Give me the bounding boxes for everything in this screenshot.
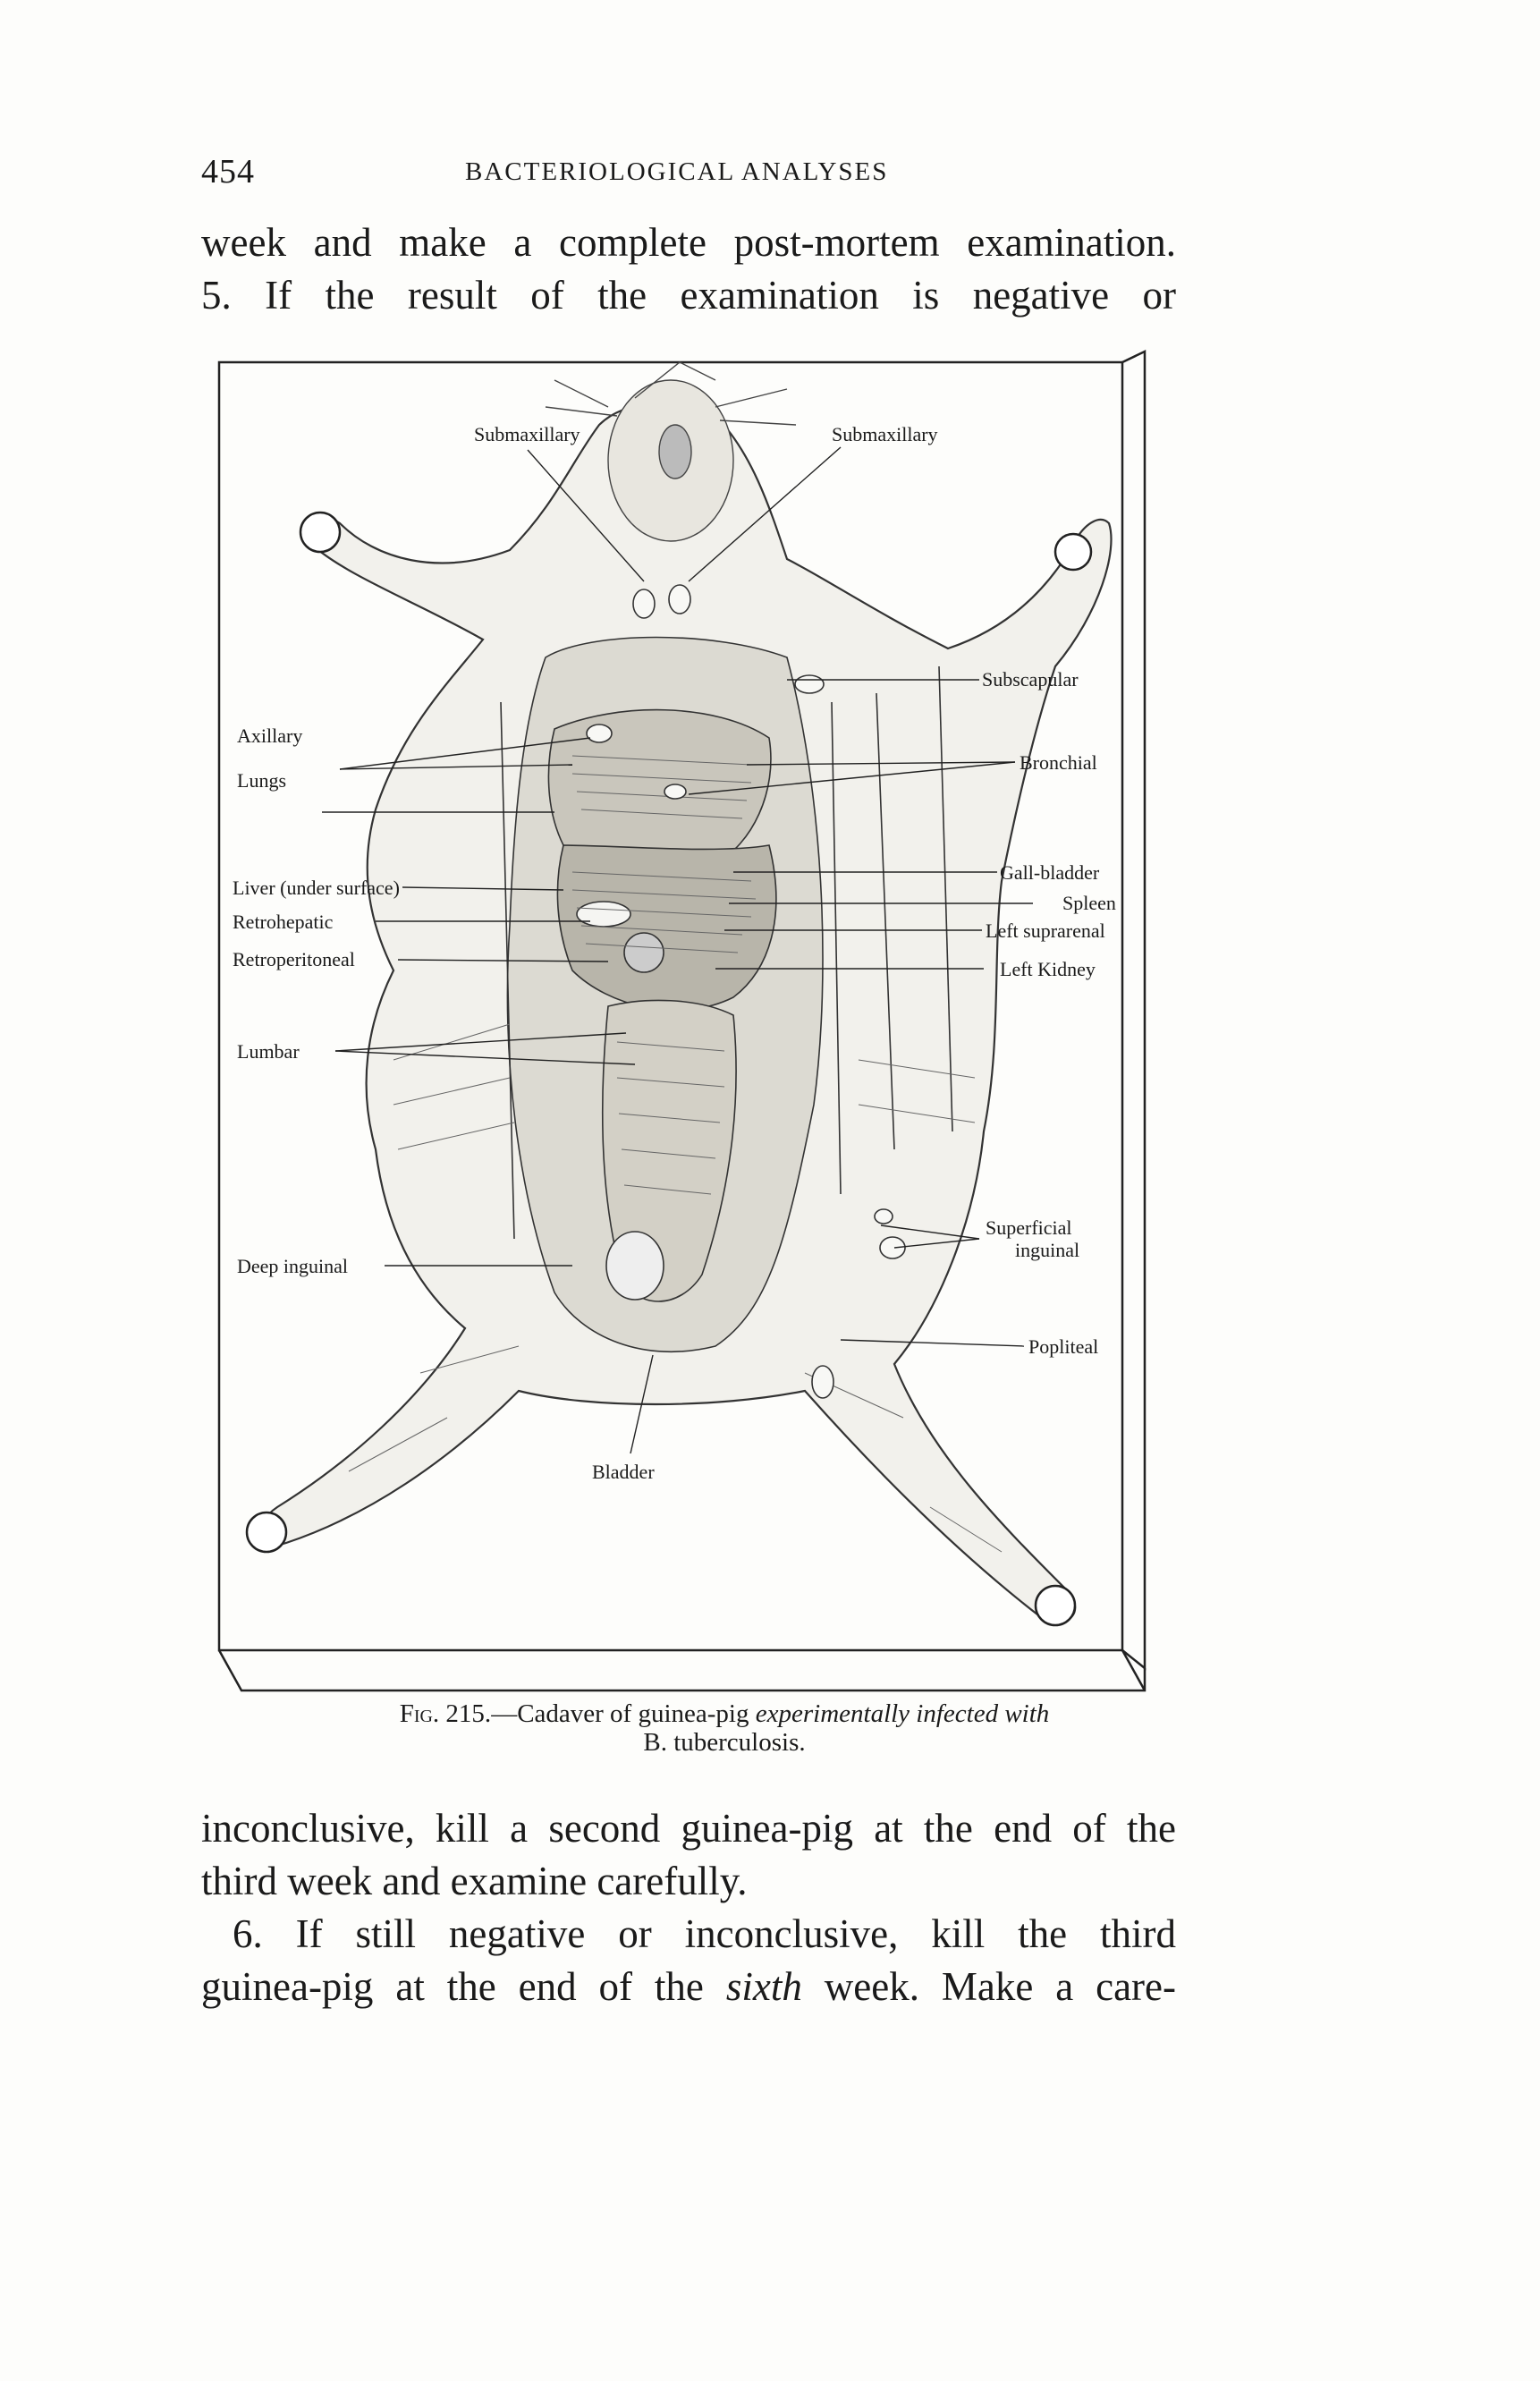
board-corner: [1122, 1650, 1145, 1690]
text-emphasis: sixth: [725, 1964, 802, 2009]
label-subscapular: Subscapular: [982, 668, 1079, 691]
text-line: 5. If the result of the examination is negative or: [201, 273, 1176, 318]
text-line: inconclusive, kill a second guinea-pig at the end of the: [201, 1806, 1176, 1851]
label-superficial-inguinal-1: Superficial: [986, 1216, 1072, 1239]
caption-text: —Cadaver of guinea-pig: [491, 1699, 756, 1728]
text-segment: guinea-pig at the end of the: [201, 1964, 726, 2009]
figure-caption: [295, 1699, 1154, 1757]
paragraph-bottom: [201, 1802, 1176, 2013]
label-bronchial: Bronchial: [1020, 751, 1097, 774]
figure-illustration: [215, 344, 1163, 1713]
label-deep-inguinal: Deep inguinal: [237, 1255, 349, 1277]
text-line: week and make a complete post-mortem examination.: [201, 220, 1176, 265]
label-retroperitoneal: Retroperitoneal: [233, 948, 355, 970]
text-line: 6. If still negative or inconclusive, kill the third: [233, 1911, 1176, 1956]
label-superficial-inguinal-2: inguinal: [1015, 1239, 1080, 1261]
caption-text-italic: experimentally infected with: [755, 1699, 1050, 1728]
figure-guinea-pig-cadaver: [215, 344, 1163, 1713]
caption-figure-number: Fig. 215.: [399, 1699, 492, 1728]
label-lungs: Lungs: [237, 769, 286, 792]
paragraph-top: [201, 216, 1176, 322]
label-left-suprarenal: Left suprarenal: [986, 919, 1105, 942]
text-line-mixed: [201, 1961, 1176, 2013]
page-header: [201, 152, 1185, 197]
running-head: BACTERIOLOGICAL ANALYSES: [465, 157, 889, 186]
page-number: 454: [201, 153, 255, 191]
label-spleen: Spleen: [1062, 892, 1116, 914]
text-line: third week and examine carefully.: [201, 1859, 748, 1903]
text-segment: week. Make a care-: [801, 1964, 1177, 2009]
board-side-edge: [1122, 352, 1145, 1668]
label-retrohepatic: Retrohepatic: [233, 911, 334, 933]
board-bottom-edge: [219, 1650, 1145, 1690]
label-submaxillary-left: Submaxillary: [474, 423, 580, 445]
label-liver: Liver (under surface): [233, 877, 400, 899]
label-left-kidney: Left Kidney: [1000, 958, 1096, 980]
label-popliteal: Popliteal: [1028, 1335, 1099, 1358]
label-axillary: Axillary: [237, 724, 303, 747]
label-lumbar: Lumbar: [237, 1040, 300, 1063]
label-gall-bladder: Gall-bladder: [1000, 861, 1100, 884]
label-submaxillary-right: Submaxillary: [832, 423, 938, 445]
label-bladder: Bladder: [592, 1461, 655, 1483]
caption-line-2: B. tuberculosis.: [643, 1728, 806, 1757]
